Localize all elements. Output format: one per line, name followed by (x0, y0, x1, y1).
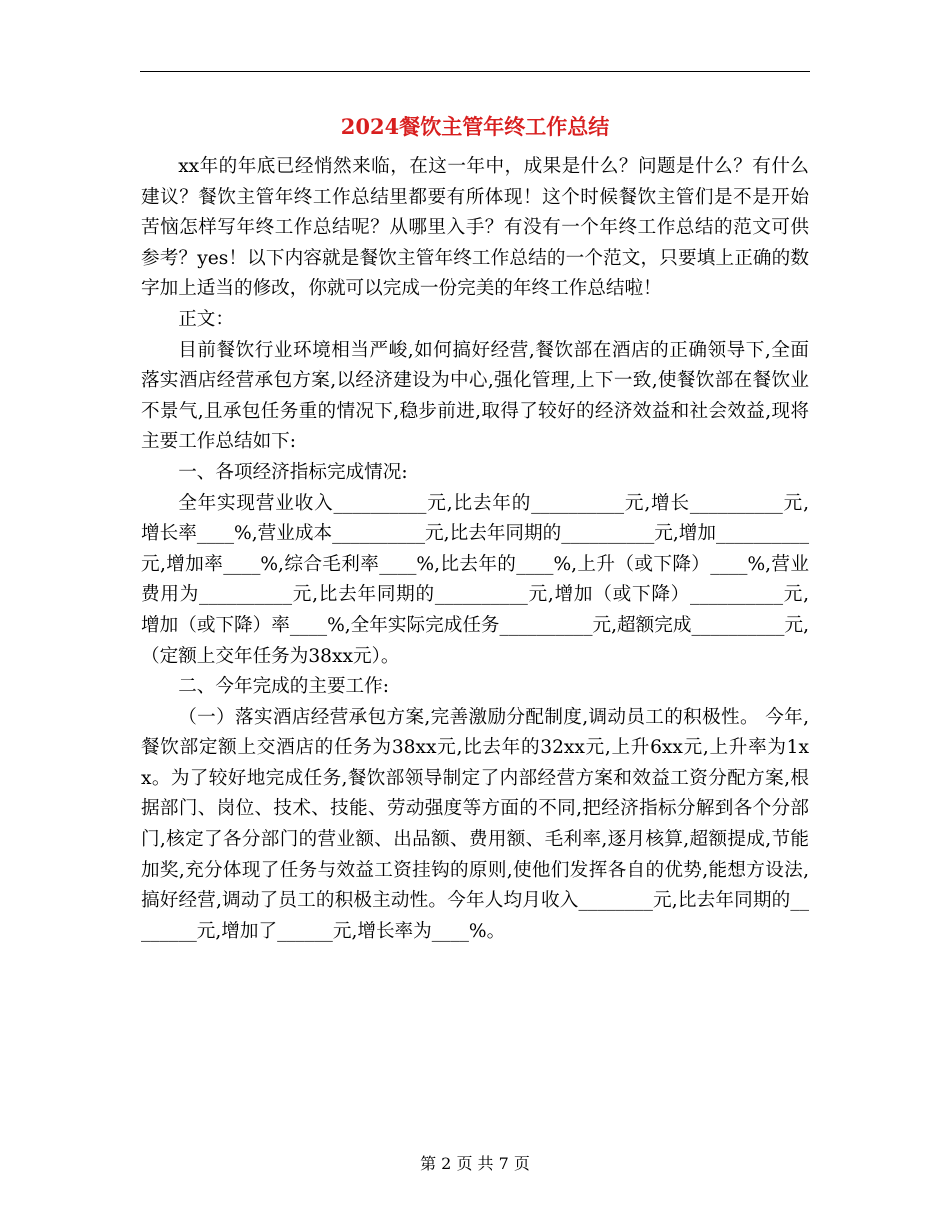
section-heading-main-work: 二、今年完成的主要工作: (178, 676, 389, 698)
page-number-footer: 第 2 页 共 7 页 (420, 1154, 530, 1173)
main-work-paragraph: （一）落实酒店经营承包方案,完善激励分配制度,调动员工的积极性。 今年,餐饮部定额上交酒店的任务为38xx元,比去年的32xx元,上升6xx元,上升率为1xx。为了较好地完成任务,餐饮部领导制定了内部经营方案和效益工资分配方案,根据部门、岗位、技术、技能、劳动强度等方面的不同,把经济指标分解到各个分部门,核定了各分部门的营业额、出品额、费用额、毛利率,逐月核算,超额提成,节能加奖,充分体现了任务与效益工资挂钩的原则,使他们发挥各自的优势,能想方设法,搞好经营,调动了员工的积极主动性。今年人均月收入________元,比去年同期的________元,增加了______元,增长率为____%。 (141, 706, 809, 942)
main-text-label: 正文： (178, 308, 234, 330)
header-rule (140, 71, 810, 72)
document-body (141, 152, 809, 947)
intro-paragraph: xx年的年底已经悄然来临，在这一年中，成果是什么？问题是什么？有什么建议？餐饮主管年终工作总结里都要有所体现！这个时候餐饮主管们是不是开始苦恼怎样写年终工作总结呢？从哪里入手？有没有一个年终工作总结的范文可供参考？yes！以下内容就是餐饮主管年终工作总结的一个范文，只要填上正确的数字加上适当的修改，你就可以完成一份完美的年终工作总结啦！ (141, 156, 809, 300)
section-heading-economic-indicators: 一、各项经济指标完成情况: (178, 461, 408, 483)
overview-paragraph: 目前餐饮行业环境相当严峻,如何搞好经营,餐饮部在酒店的正确领导下,全面落实酒店经营承包方案,以经济建设为中心,强化管理,上下一致,使餐饮部在餐饮业不景气,且承包任务重的情况下,稳步前进,取得了较好的经济效益和社会效益,现将主要工作总结如下: (141, 339, 809, 453)
economic-indicators-paragraph: 全年实现营业收入__________元,比去年的__________元,增长__________元,增长率____%,营业成本__________元,比去年同期的__________元,增加__________元,增加率____%,综合毛利率____%,比去年的____%,上升（或下降）____%,营业费用为__________元,比去年同期的__________元,增加（或下降）__________元,增加（或下降）率____%,全年实际完成任务__________元,超额完成__________元,（定额上交年任务为38xx元）。 (141, 492, 809, 667)
document-title: 2024餐饮主管年终工作总结 (340, 114, 610, 139)
